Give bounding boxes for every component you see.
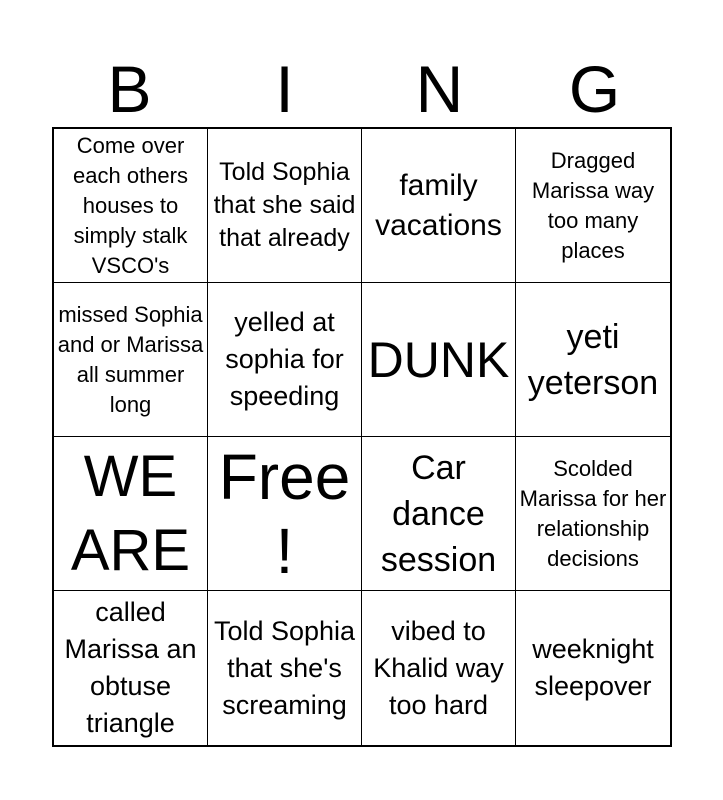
cell-text: Told Sophia that she's screaming xyxy=(213,615,356,720)
cell-text: yeti yeterson xyxy=(527,317,659,402)
bingo-cell[interactable] xyxy=(54,437,208,591)
cell-text: Dragged Marissa way too many places xyxy=(531,147,655,263)
cell-text: missed Sophia and or Marissa all summer long xyxy=(57,301,204,417)
cell-text: yelled at sophia for speeding xyxy=(225,307,344,411)
cell-text: Told Sophia that she said that already xyxy=(213,158,356,252)
bingo-cell[interactable] xyxy=(208,129,362,283)
cell-text: Scolded Marissa for her relationship decisions xyxy=(519,455,667,571)
bingo-cell[interactable] xyxy=(516,591,670,745)
bingo-cell[interactable] xyxy=(54,129,208,283)
bingo-cell[interactable] xyxy=(362,283,516,437)
bingo-cell[interactable] xyxy=(54,283,208,437)
cell-text: weeknight sleepover xyxy=(532,634,654,701)
bingo-cell[interactable] xyxy=(208,591,362,745)
cell-text: vibed to Khalid way too hard xyxy=(373,615,504,720)
bingo-cell[interactable] xyxy=(362,591,516,745)
free-space-text: Free! xyxy=(218,440,351,587)
bingo-cell[interactable] xyxy=(362,437,516,591)
free-space-cell[interactable] xyxy=(208,437,362,591)
bingo-header xyxy=(52,50,672,128)
header-letter-i: I xyxy=(275,52,294,126)
cell-text: DUNK xyxy=(367,331,510,388)
bingo-cell[interactable] xyxy=(362,129,516,283)
bingo-board xyxy=(52,127,672,747)
bingo-cell[interactable] xyxy=(516,129,670,283)
bingo-cell[interactable] xyxy=(54,591,208,745)
bingo-cell[interactable] xyxy=(208,283,362,437)
bingo-cell[interactable] xyxy=(516,283,670,437)
header-letter-b: B xyxy=(107,52,152,126)
cell-text: Car dance session xyxy=(380,448,497,579)
cell-text: called Marissa an obtuse triangle xyxy=(64,597,197,738)
bingo-cell[interactable] xyxy=(516,437,670,591)
header-letter-g: G xyxy=(568,52,621,126)
cell-text: WE ARE xyxy=(70,443,191,583)
header-letter-n: N xyxy=(415,52,464,126)
cell-text: Come over each others houses to simply stalk VSCO's xyxy=(73,132,188,278)
cell-text: family vacations xyxy=(375,168,502,242)
